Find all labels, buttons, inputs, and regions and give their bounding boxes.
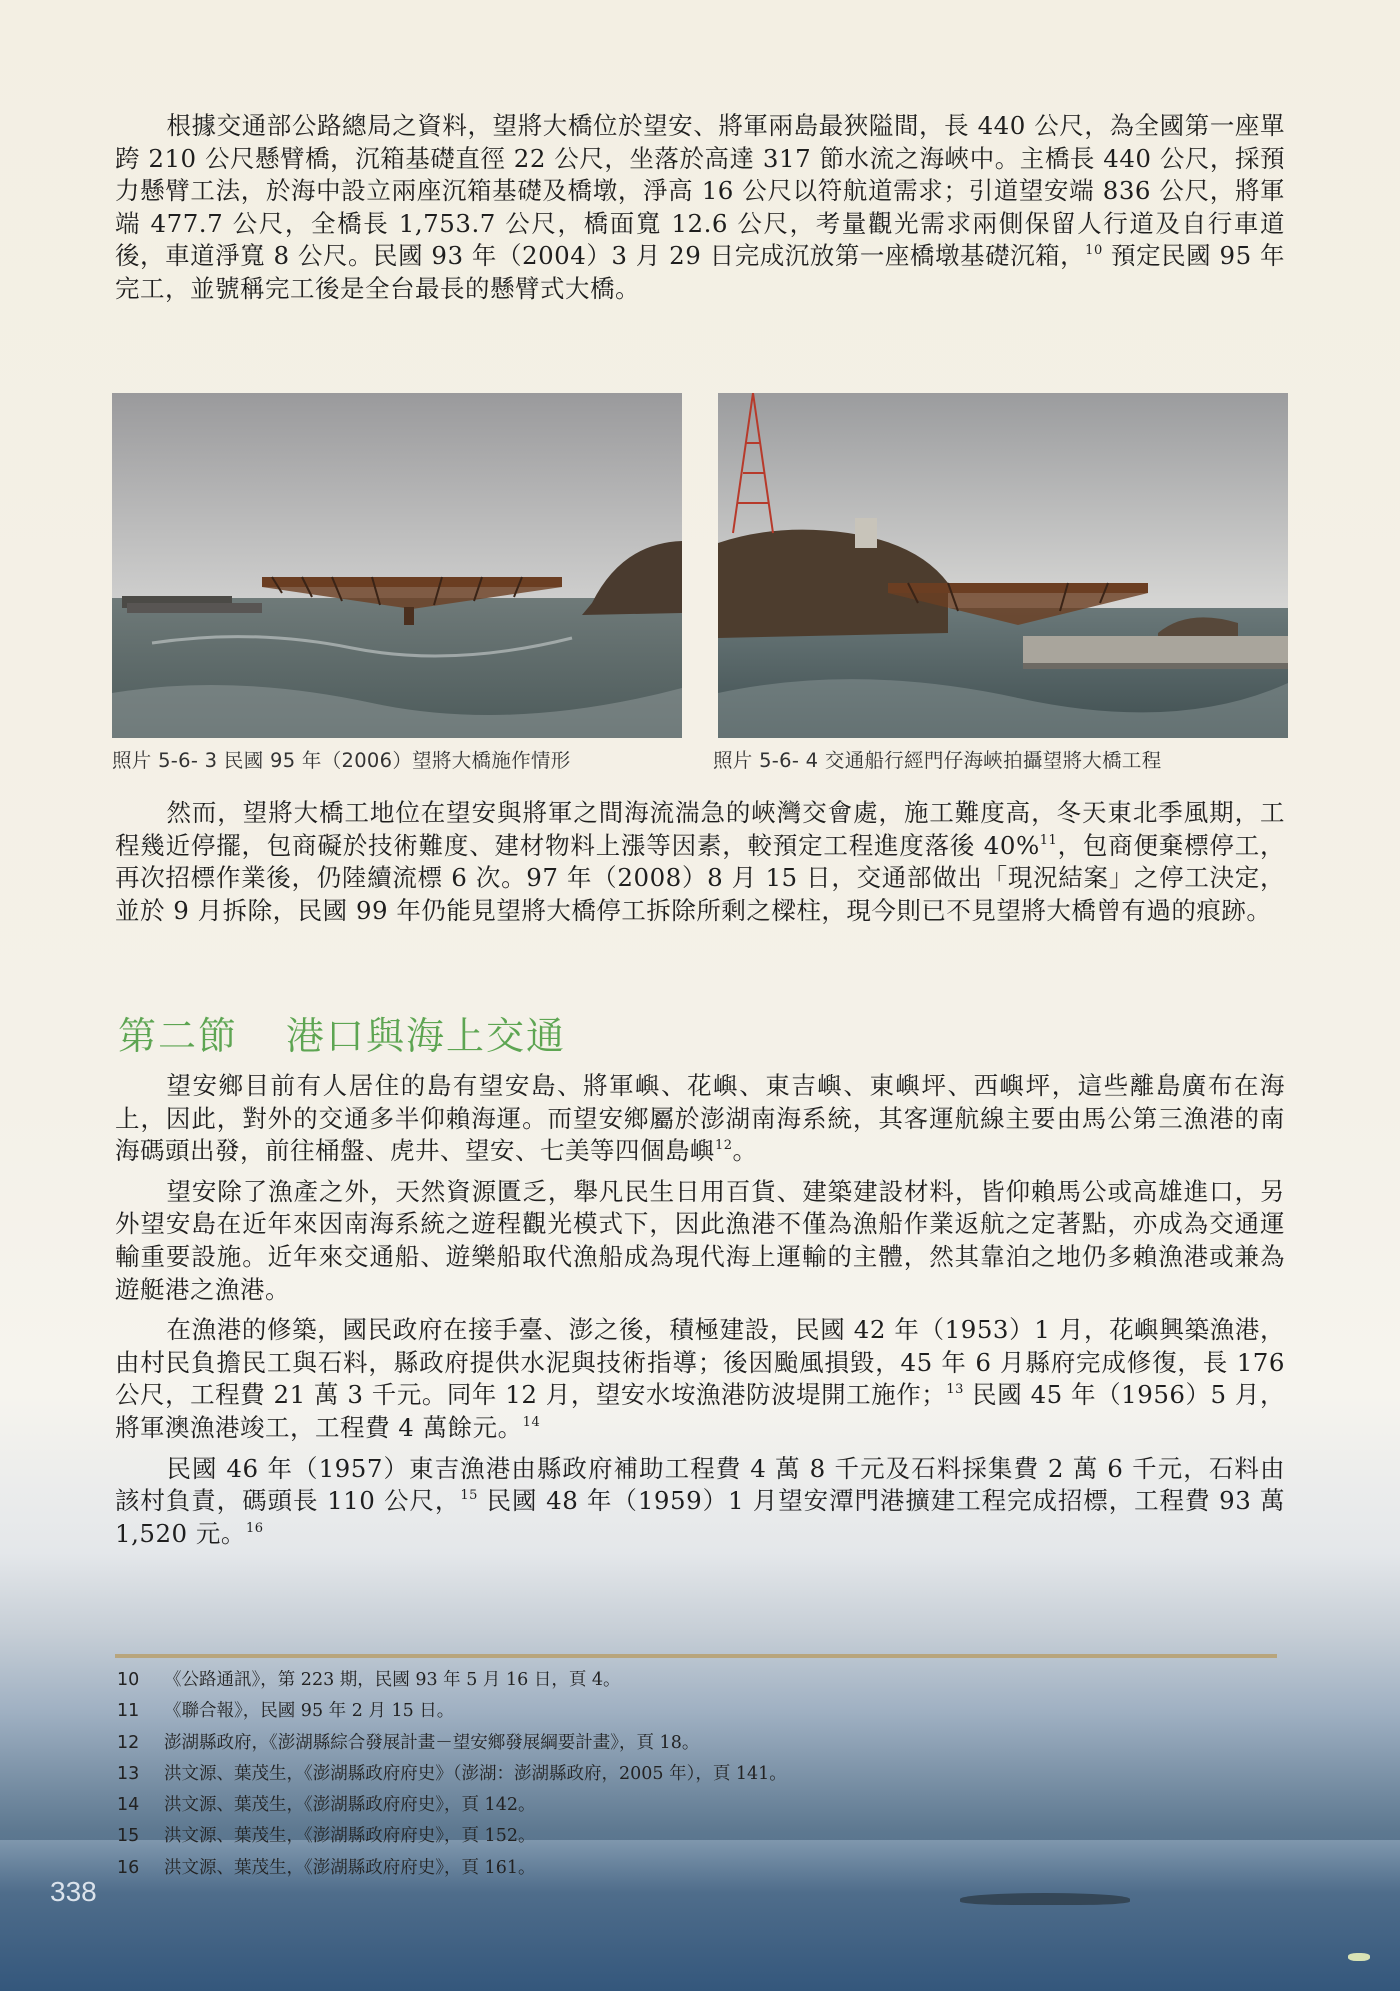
page-number: 338 <box>50 1876 97 1907</box>
photo-caption-right: 照片 5-6- 4 交通船行經門仔海峽拍攝望將大橋工程 <box>713 749 1162 772</box>
footnote-10: 10 《公路通訊》，第 223 期，民國 93 年 5 月 16 日，頁 4。 <box>117 1670 621 1690</box>
footnote-ref-15[interactable]: 15 <box>460 1488 478 1504</box>
footnote-ref-13[interactable]: 13 <box>946 1382 964 1398</box>
footnote-13: 13 洪文源、葉茂生，《澎湖縣政府府史》（澎湖：澎湖縣政府，2005 年），頁 141。 <box>117 1763 787 1784</box>
footnote-ref-11[interactable]: 11 <box>1039 832 1058 848</box>
section-body <box>115 1070 1285 1550</box>
paragraph-4: 望安除了漁產之外，天然資源匱乏，舉凡民生日用百貨、建築建設材料，皆仰賴馬公或高雄進口，另外望安島在近年來因南海系統之遊程觀光模式下，因此漁港不僅為漁船作業返航之定著點，亦成為交通運輸重要設施。近年來交通船、遊樂船取代漁船成為現代海上運輸的主體，然其靠泊之地仍多賴漁港或兼為遊艇港之漁港。 <box>115 1176 1285 1304</box>
middle-text <box>115 797 1285 927</box>
paragraph-3: 望安鄉目前有人居住的島有望安島、將軍嶼、花嶼、東吉嶼、東嶼坪、西嶼坪，這些離島廣布在海上，因此，對外的交通多半仰賴海運。而望安鄉屬於澎湖南海系統，其客運航線主要由馬公第三漁港的南海碼頭出發，前往桶盤、虎井、望安、七美等四個島嶼$^{12}$。 <box>115 1071 1285 1166</box>
photo-caption-left: 照片 5-6- 3 民國 95 年（2006）望將大橋施作情形 <box>112 749 571 772</box>
boat <box>1348 1953 1370 1961</box>
footnote-ref-10[interactable]: 10 <box>1085 243 1103 259</box>
photo-bridge-construction <box>112 393 682 738</box>
footnote-15: 15 洪文源、葉茂生，《澎湖縣政府府史》，頁 152。 <box>117 1826 536 1847</box>
section-title: 港口與海上交通 <box>286 1014 567 1058</box>
footnotes <box>117 1665 1277 1884</box>
footnote-ref-14[interactable]: 14 <box>522 1414 541 1430</box>
sea-rocks <box>960 1893 1130 1905</box>
intro-text <box>115 110 1285 306</box>
section-number: 第二節 <box>118 1014 239 1058</box>
photo-bridge-from-boat <box>718 393 1288 738</box>
paragraph-5: 在漁港的修築，國民政府在接手臺、澎之後，積極建設，民國 42 年（1953）1 月，花嶼興築漁港，由村民負擔民工與石料，縣政府提供水泥與技術指導；後因颱風損毀，45 年 6 月縣府完成修復，長 176 公尺，工程費 21 萬 3 千元。同年 12 月，望安水垵漁港防波堤開工施作；$^{13}$ 民國 45 年（1956）5 月，將軍澳漁港竣工，工程費 4 萬餘元。$^{14}$ <box>115 1315 1286 1442</box>
footnote-11: 11 《聯合報》，民國 95 年 2 月 15 日。 <box>117 1701 455 1722</box>
photo-row <box>112 393 1288 778</box>
paragraph-2: 然而，望將大橋工地位在望安與將軍之間海流湍急的峽灣交會處，施工難度高，冬天東北季風期，工程幾近停擺，包商礙於技術難度、建材物料上漲等因素，較預定工程進度落後 40%$^{11}$，包商便棄標停工，再次招標作業後，仍陸續流標 6 次。97 年（2008）8 月 15 日，交通部做出「現況結案」之停工決定，並於 9 月拆除，民國 99 年仍能見望將大橋停工拆除所剩之樑柱，現今則已不見望將大橋曾有過的痕跡。 <box>115 798 1285 925</box>
footnote-14: 14 洪文源、葉茂生，《澎湖縣政府府史》，頁 142。 <box>117 1795 536 1816</box>
paragraph-1: 根據交通部公路總局之資料，望將大橋位於望安、將軍兩島最狹隘間，長 440 公尺，為全國第一座單跨 210 公尺懸臂橋，沉箱基礎直徑 22 公尺，坐落於高達 317 節水流之海峽中。主橋長 440 公尺，採預力懸臂工法，於海中設立兩座沉箱基礎及橋墩，淨高 16 公尺以符航道需求；引道望安端 836 公尺，將軍端 477.7 公尺，全橋長 1,753.7 公尺，橋面寬 12.6 公尺，考量觀光需求兩側保留人行道及自行車道後，車道淨寬 8 公尺。民國 93 年（2004）3 月 29 日完成沉放第一座橋墩基礎沉箱，$^{10}$ 預定民國 95 年完工，並號稱完工後是全台最長的懸臂式大橋。 <box>115 111 1285 303</box>
section-heading <box>118 1005 566 1060</box>
paragraph-6: 民國 46 年（1957）東吉漁港由縣政府補助工程費 4 萬 8 千元及石料採集費 2 萬 6 千元，石料由該村負責，碼頭長 110 公尺，$^{15}$ 民國 48 年（1959）1 月望安潭門港擴建工程完成招標，工程費 93 萬 1,520 元。$^{16}$ <box>115 1453 1285 1548</box>
footnote-ref-16[interactable]: 16 <box>245 1520 264 1536</box>
footnote-ref-12[interactable]: 12 <box>715 1138 733 1154</box>
footnote-16: 16 洪文源、葉茂生，《澎湖縣政府府史》，頁 161。 <box>117 1857 536 1878</box>
footnote-12: 12 澎湖縣政府，《澎湖縣綜合發展計畫－望安鄉發展綱要計畫》，頁 18。 <box>117 1732 700 1753</box>
footnote-divider <box>115 1654 1277 1658</box>
